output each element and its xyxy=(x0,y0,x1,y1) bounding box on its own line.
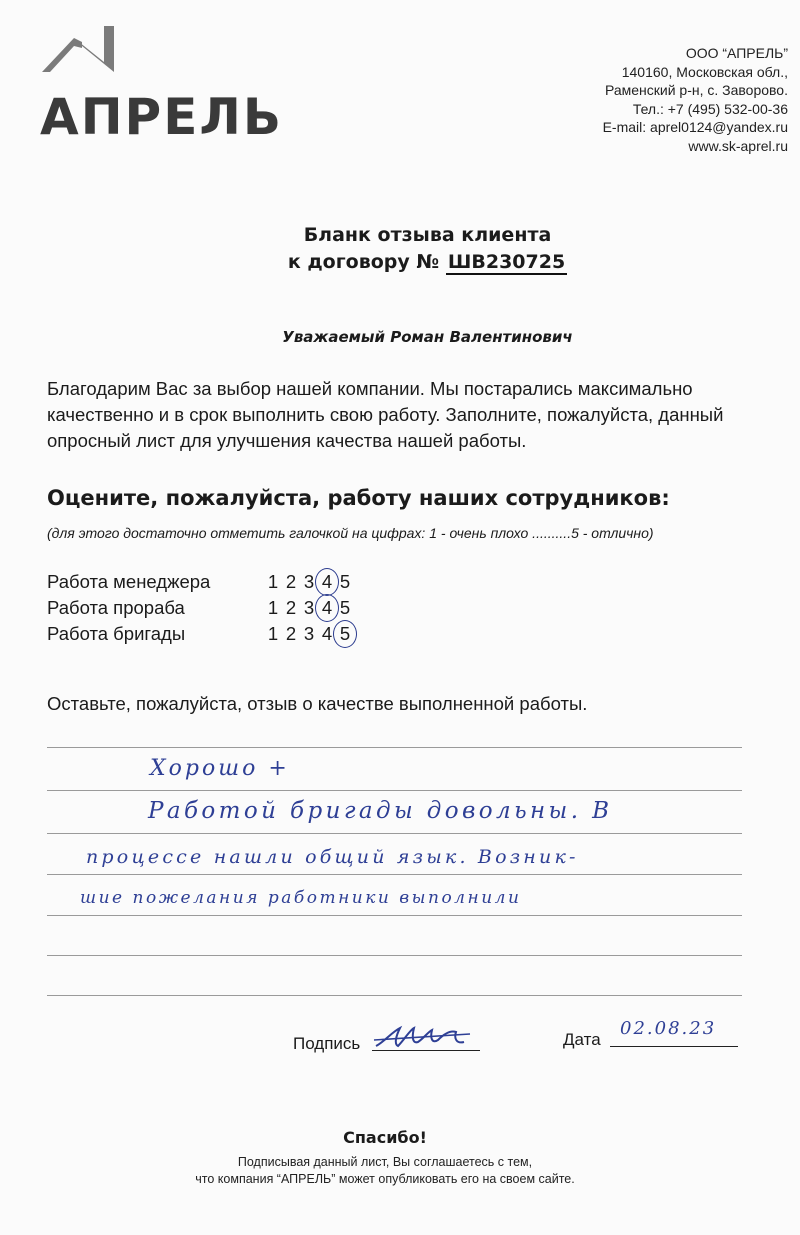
company-address-2: Раменский р-н, с. Заворово. xyxy=(604,82,788,98)
rating-option[interactable]: 2 xyxy=(285,571,297,592)
form-title-text: Бланк отзыва клиента xyxy=(303,224,552,246)
handwritten-feedback-line: процессе нашли общий язык. Возник- xyxy=(86,846,579,868)
rating-hint: (для этого достаточно отметить галочкой на цифрах: 1 - очень плохо ..........5 - отлично) xyxy=(47,525,654,541)
consent-line: Подписывая данный лист, Вы соглашаетесь с тем, xyxy=(237,1155,533,1169)
rating-heading: Оцените, пожалуйста, работу наших сотрудников: xyxy=(47,486,670,510)
rating-row-label: Работа прораба xyxy=(47,597,185,618)
contract-label: к договору № xyxy=(287,251,440,273)
company-email: E-mail: aprel0124@yandex.ru xyxy=(602,119,788,135)
rating-option[interactable]: 3 xyxy=(303,623,315,644)
rating-option[interactable]: 2 xyxy=(285,623,297,644)
feedback-prompt: Оставьте, пожалуйста, отзыв о качестве выполненной работы. xyxy=(47,693,588,714)
rating-option[interactable]: 1 xyxy=(267,597,279,618)
rating-row-label: Работа менеджера xyxy=(47,571,211,592)
company-phone: Тел.: +7 (495) 532-00-36 xyxy=(632,100,788,117)
company-website: www.sk-aprel.ru xyxy=(688,137,788,154)
rating-option[interactable]: 1 xyxy=(267,571,279,592)
logo-wordmark: АПРЕЛЬ xyxy=(40,88,283,146)
rating-option[interactable]: 3 xyxy=(303,571,315,592)
company-logo xyxy=(40,20,283,150)
feedback-rule xyxy=(47,874,742,875)
consent-note xyxy=(0,1154,770,1188)
date-label: Дата xyxy=(563,1030,601,1049)
feedback-rule xyxy=(47,955,742,956)
rating-option[interactable]: 1 xyxy=(267,623,279,644)
intro-text: Благодарим Вас за выбор нашей компании. Мы постарались максимально качественно и в срок выполнить свою работу. Заполните, пожалуйста, данный опросный лист для улучшения качества нашей работы. xyxy=(47,378,724,451)
rating-option[interactable]: 3 xyxy=(303,597,315,618)
greeting: Уважаемый Роман Валентинович xyxy=(282,328,573,346)
contract-number: ШВ230725 xyxy=(447,251,566,273)
rating-row-label: Работа бригады xyxy=(47,623,186,644)
house-roof-icon xyxy=(42,20,122,80)
rating-option[interactable]: 2 xyxy=(285,597,297,618)
rating-option-selected[interactable]: 5 xyxy=(336,622,354,646)
company-name: ООО “АПРЕЛЬ” xyxy=(685,45,788,61)
date-value: 02.08.23 xyxy=(620,1018,717,1039)
rating-option[interactable]: 5 xyxy=(339,571,351,592)
rating-option-selected[interactable]: 4 xyxy=(318,570,336,594)
handwritten-signature xyxy=(370,1014,480,1056)
rating-option-selected[interactable]: 4 xyxy=(318,596,336,620)
feedback-rule xyxy=(47,833,742,834)
feedback-rule xyxy=(47,790,742,791)
rating-option[interactable]: 5 xyxy=(339,597,351,618)
rating-option[interactable]: 4 xyxy=(321,623,333,644)
form-title xyxy=(0,222,800,276)
handwritten-feedback-line: шие пожелания работники выполнили xyxy=(80,888,522,908)
date-line xyxy=(610,1046,738,1047)
company-address-1: 140160, Московская обл., xyxy=(621,63,788,80)
feedback-rule xyxy=(47,747,742,748)
contract-line xyxy=(0,249,800,276)
handwritten-feedback-line: Хорошо + xyxy=(150,756,290,781)
feedback-rule xyxy=(47,995,742,996)
thanks-text: Спасибо! xyxy=(343,1128,427,1147)
consent-line: что компания “АПРЕЛЬ” может опубликовать его на своем сайте. xyxy=(195,1172,575,1186)
rating-scale xyxy=(264,570,354,594)
signature-label: Подпись xyxy=(293,1034,361,1053)
rating-scale xyxy=(264,622,354,646)
rating-scale xyxy=(264,596,354,620)
company-contacts xyxy=(468,44,788,155)
feedback-rule xyxy=(47,915,742,916)
handwritten-feedback-line: Работой бригады довольны. В xyxy=(148,798,613,824)
